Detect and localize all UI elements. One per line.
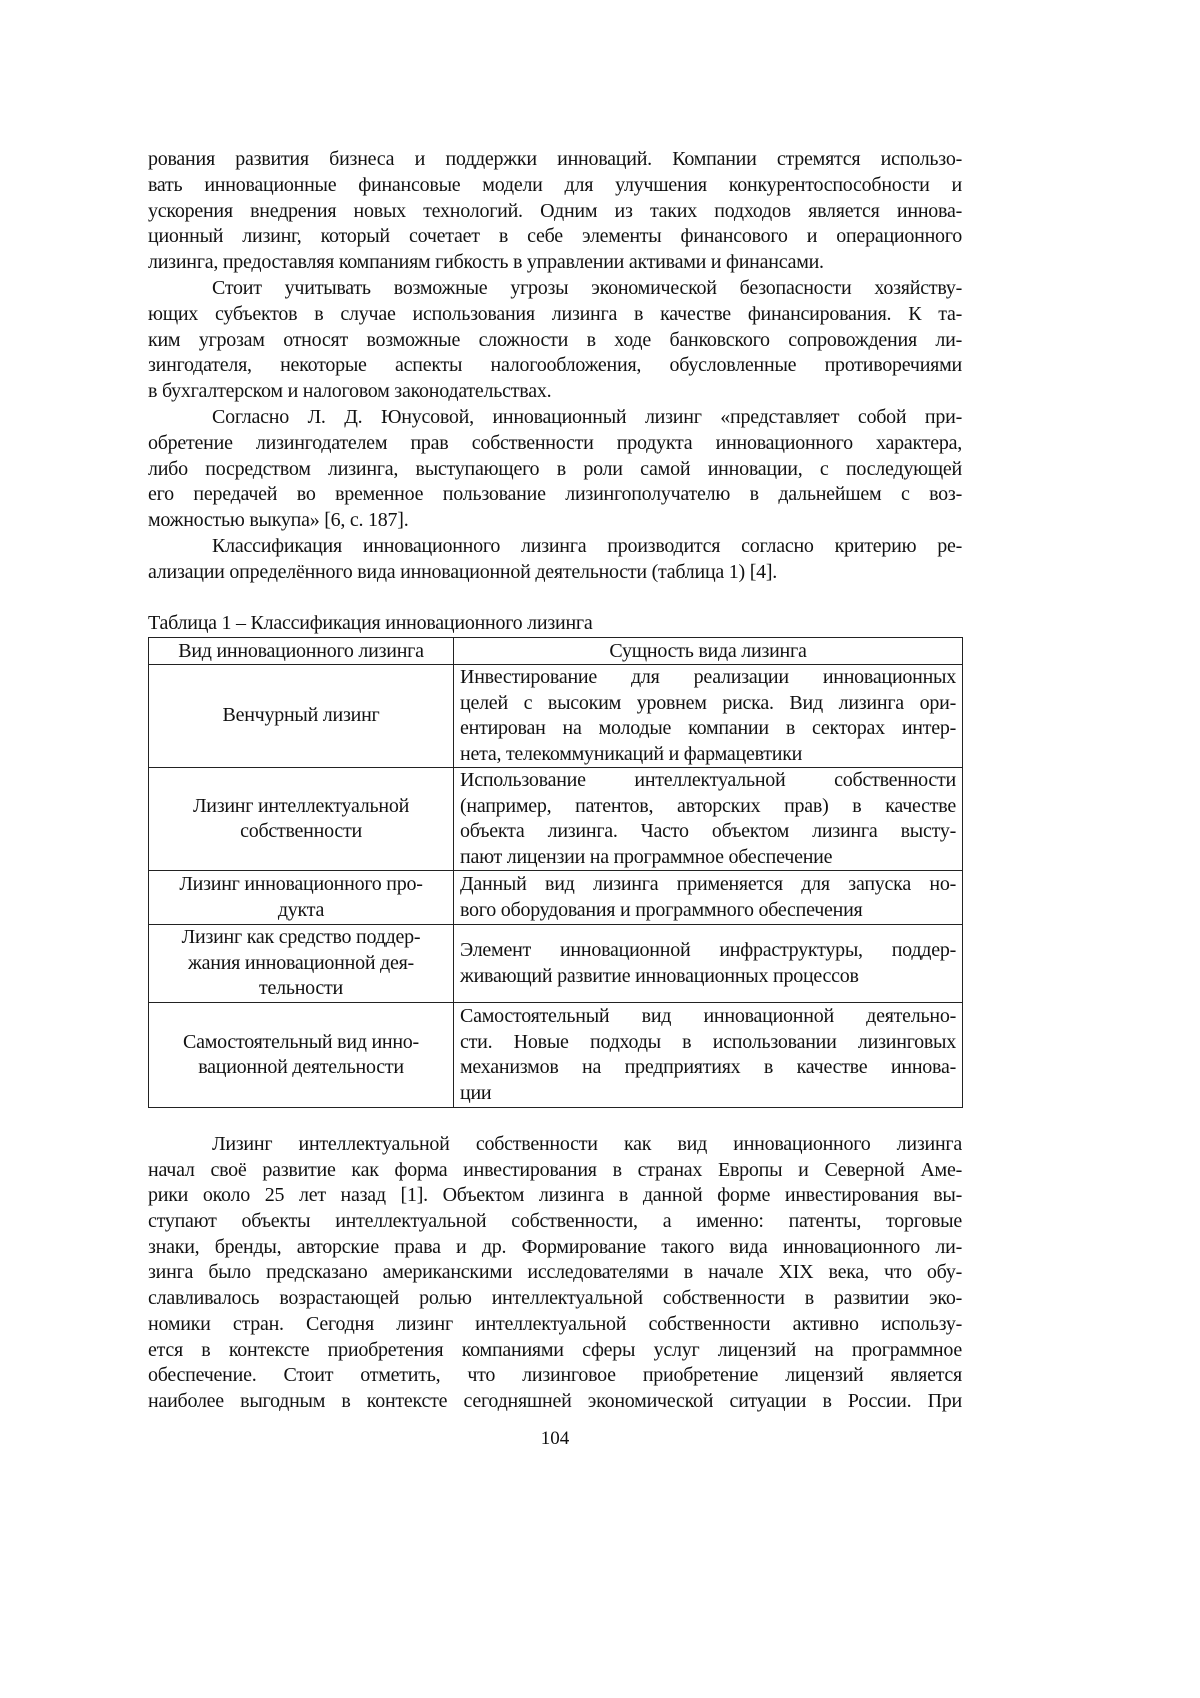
cell-line: Самостоятельный вид инно- [155,1030,447,1056]
cell-line: (например, патентов, авторских прав) в качестве [460,794,956,820]
cell-line: вационной деятельности [155,1055,447,1081]
cell-essence [454,871,963,925]
text-line: ется в контексте приобретения компаниями сферы услуг лицензий на программное [148,1338,962,1364]
cell-line: Лизинг как средство поддер- [155,925,447,951]
cell-line: Лизинг интеллектуальной [155,794,447,820]
page-number: 104 [0,1428,1110,1450]
text-line: ционный лизинг, который сочетает в себе элементы финансового и операционного [148,224,962,250]
table-row [149,925,963,1003]
table-row [149,768,963,871]
text-line: Классификация инновационного лизинга производится согласно критерию ре- [148,534,962,560]
table-row [149,871,963,925]
cell-essence [454,665,963,768]
table-row [149,1003,963,1108]
header-essence: Сущность вида лизинга [454,638,963,665]
cell-type [149,665,454,768]
text-line: наиболее выгодным в контексте сегодняшней экономической ситуации в России. При [148,1389,962,1415]
cell-line: пают лицензии на программное обеспечение [460,845,956,871]
text-line: рования развития бизнеса и поддержки инноваций. Компании стремятся использо- [148,147,962,173]
text-line: ющих субъектов в случае использования лизинга в качестве финансирования. К та- [148,302,962,328]
header-type: Вид инновационного лизинга [149,638,454,665]
text-line: можностью выкупа» [6, с. 187]. [148,508,962,534]
text-line: знаки, бренды, авторские права и др. Формирование такого вида инновационного ли- [148,1235,962,1261]
table-header-row [149,638,963,665]
text-line: лизинга, предоставляя компаниям гибкость в управлении активами и финансами. [148,250,962,276]
text-line: ализации определённого вида инновационной деятельности (таблица 1) [4]. [148,560,962,586]
cell-type [149,768,454,871]
cell-line: тельности [155,976,447,1002]
text-line: ускорения внедрения новых технологий. Одним из таких подходов является иннова- [148,199,962,225]
text-line: обеспечение. Стоит отметить, что лизинговое приобретение лицензий является [148,1363,962,1389]
paragraph [148,405,962,534]
cell-line: ции [460,1081,956,1107]
cell-type [149,925,454,1003]
text-line: славливалось возрастающей ролью интеллектуальной собственности в развитии эко- [148,1286,962,1312]
cell-line: живающий развитие инновационных процессов [460,964,956,990]
text-line: обретение лизингодателем прав собственности продукта инновационного характера, [148,431,962,457]
cell-line: Использование интеллектуальной собственности [460,768,956,794]
classification-table [148,637,963,1108]
cell-line: сти. Новые подходы в использовании лизинговых [460,1030,956,1056]
paragraph [148,276,962,405]
cell-line: Элемент инновационной инфраструктуры, поддер- [460,938,956,964]
cell-type [149,871,454,925]
cell-line: объекта лизинга. Часто объектом лизинга высту- [460,819,956,845]
paragraph [148,534,962,586]
cell-type [149,1003,454,1108]
paragraph [148,147,962,276]
text-line: номики стран. Сегодня лизинг интеллектуальной собственности активно использу- [148,1312,962,1338]
cell-line: Инвестирование для реализации инновационных [460,665,956,691]
cell-line: ентирован на молодые компании в секторах интер- [460,716,956,742]
text-line: ступают объекты интеллектуальной собственности, а именно: патенты, торговые [148,1209,962,1235]
paragraph [148,1132,962,1415]
text-line: начал своё развитие как форма инвестирования в странах Европы и Северной Аме- [148,1158,962,1184]
table-row [149,665,963,768]
body-text-top [148,147,962,586]
cell-line: целей с высоким уровнем риска. Вид лизинга ори- [460,691,956,717]
text-line: Согласно Л. Д. Юнусовой, инновационный лизинг «представляет собой при- [148,405,962,431]
text-line: Лизинг интеллектуальной собственности как вид инновационного лизинга [148,1132,962,1158]
text-line: рики около 25 лет назад [1]. Объектом лизинга в данной форме инвестирования вы- [148,1183,962,1209]
cell-essence [454,1003,963,1108]
cell-essence [454,768,963,871]
body-text-bottom [148,1132,962,1415]
cell-line: вого оборудования и программного обеспечения [460,898,956,924]
cell-line: Венчурный лизинг [155,703,447,729]
cell-line: собственности [155,819,447,845]
cell-essence [454,925,963,1003]
cell-line: жания инновационной дея- [155,951,447,977]
cell-line: Данный вид лизинга применяется для запуска но- [460,872,956,898]
cell-line: механизмов на предприятиях в качестве иннова- [460,1055,956,1081]
text-line: зингодателя, некоторые аспекты налогообложения, обусловленные противоречиями [148,353,962,379]
cell-line: Лизинг инновационного про- [155,872,447,898]
text-line: ким угрозам относят возможные сложности в ходе банковского сопровождения ли- [148,328,962,354]
cell-line: дукта [155,898,447,924]
cell-line: нета, телекоммуникаций и фармацевтики [460,742,956,768]
table-caption: Таблица 1 – Классификация инновационного лизинга [148,611,593,635]
cell-line: Самостоятельный вид инновационной деятельно- [460,1004,956,1030]
text-line: Стоит учитывать возможные угрозы экономической безопасности хозяйству- [148,276,962,302]
text-line: его передачей во временное пользование лизингополучателю в дальнейшем с воз- [148,482,962,508]
text-line: зинга было предсказано американскими исследователями в начале XIX века, что обу- [148,1260,962,1286]
text-line: вать инновационные финансовые модели для улучшения конкурентоспособности и [148,173,962,199]
text-line: в бухгалтерском и налоговом законодательствах. [148,379,962,405]
text-line: либо посредством лизинга, выступающего в роли самой инновации, с последующей [148,457,962,483]
